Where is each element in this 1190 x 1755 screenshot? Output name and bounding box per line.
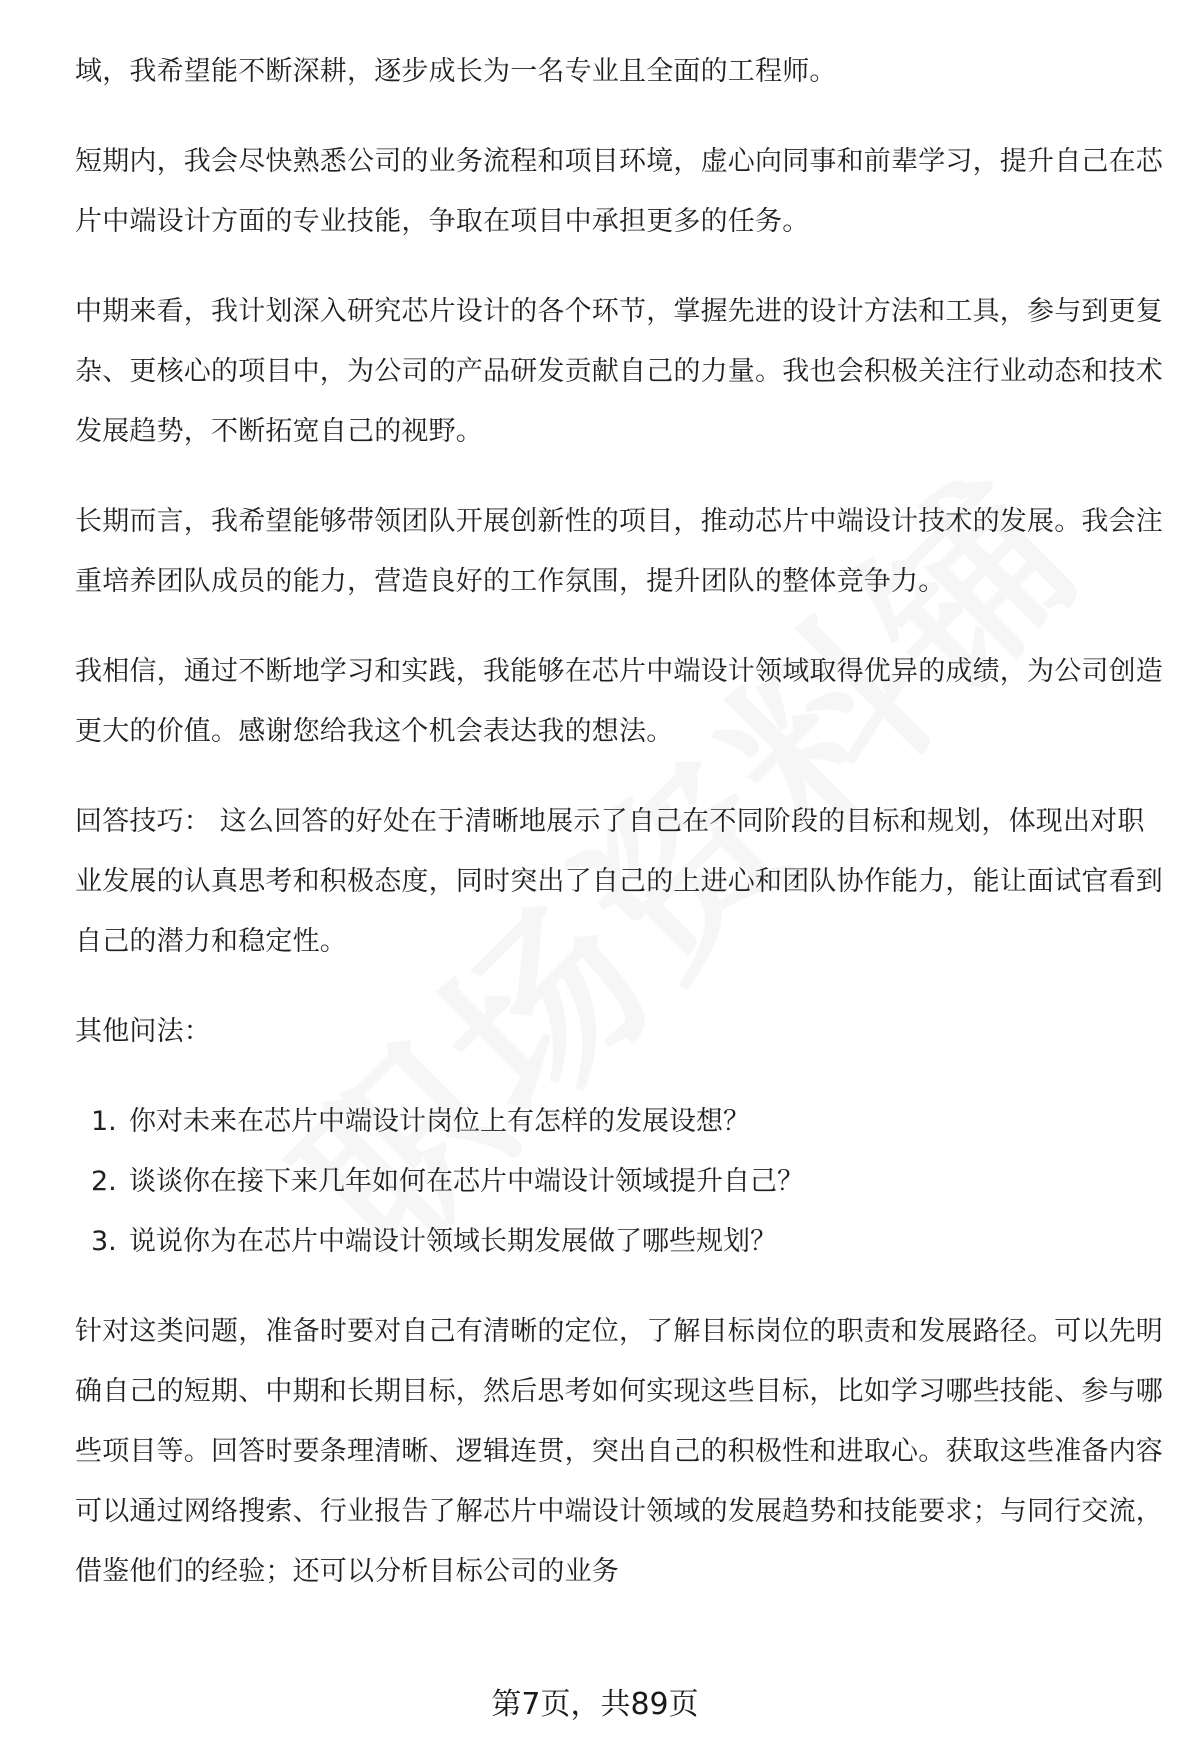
list-item-text: 说说你为在芯片中端设计领域长期发展做了哪些规划？ [129,1226,777,1257]
paragraph-other-questions-heading: 其他问法： [75,1016,211,1047]
list-item-number: 1. [91,1106,117,1137]
paragraph-mid-term: 中期来看，我计划深入研究芯片设计的各个环节，掌握先进的设计方法和工具，参与到更复杂、更核心的项目中，为公司的产品研发贡献自己的力量。我也会积极关注行业动态和技术发展趋势，不断拓宽自己的视野。 [75,296,1163,447]
paragraph-preparation-advice: 针对这类问题，准备时要对自己有清晰的定位，了解目标岗位的职责和发展路径。可以先明确自己的短期、中期和长期目标，然后思考如何实现这些目标，比如学习哪些技能、参与哪些项目等。回答时要条理清晰、逻辑连贯，突出自己的积极性和进取心。获取这些准备内容可以通过网络搜索、行业报告了解芯片中端设计领域的发展趋势和技能要求；与同行交流，借鉴他们的经验；还可以分析目标公司的业务 [75,1316,1163,1587]
page-content [75,42,1165,1632]
other-questions-list [75,1092,1165,1272]
list-item [75,1212,1165,1272]
page-number-footer: 第7页，共89页 [491,1687,699,1722]
paragraph-long-term: 长期而言，我希望能够带领团队开展创新性的项目，推动芯片中端设计技术的发展。我会注重培养团队成员的能力，营造良好的工作氛围，提升团队的整体竞争力。 [75,506,1163,597]
list-item-number: 2. [91,1166,117,1197]
list-item-text: 你对未来在芯片中端设计岗位上有怎样的发展设想？ [129,1106,750,1137]
list-item [75,1152,1165,1212]
list-item-number: 3. [91,1226,117,1257]
paragraph-continuation: 域，我希望能不断深耕，逐步成长为一名专业且全面的工程师。 [75,56,837,87]
list-item [75,1092,1165,1152]
paragraph-conclusion: 我相信，通过不断地学习和实践，我能够在芯片中端设计领域取得优异的成绩，为公司创造更大的价值。感谢您给我这个机会表达我的想法。 [75,656,1163,747]
list-item-text: 谈谈你在接下来几年如何在芯片中端设计领域提升自己？ [129,1166,804,1197]
paragraph-short-term: 短期内，我会尽快熟悉公司的业务流程和项目环境，虚心向同事和前辈学习，提升自己在芯片中端设计方面的专业技能，争取在项目中承担更多的任务。 [75,146,1163,237]
paragraph-answer-tips: 回答技巧： 这么回答的好处在于清晰地展示了自己在不同阶段的目标和规划，体现出对职业发展的认真思考和积极态度，同时突出了自己的上进心和团队协作能力，能让面试官看到自己的潜力和稳定性。 [75,806,1163,957]
